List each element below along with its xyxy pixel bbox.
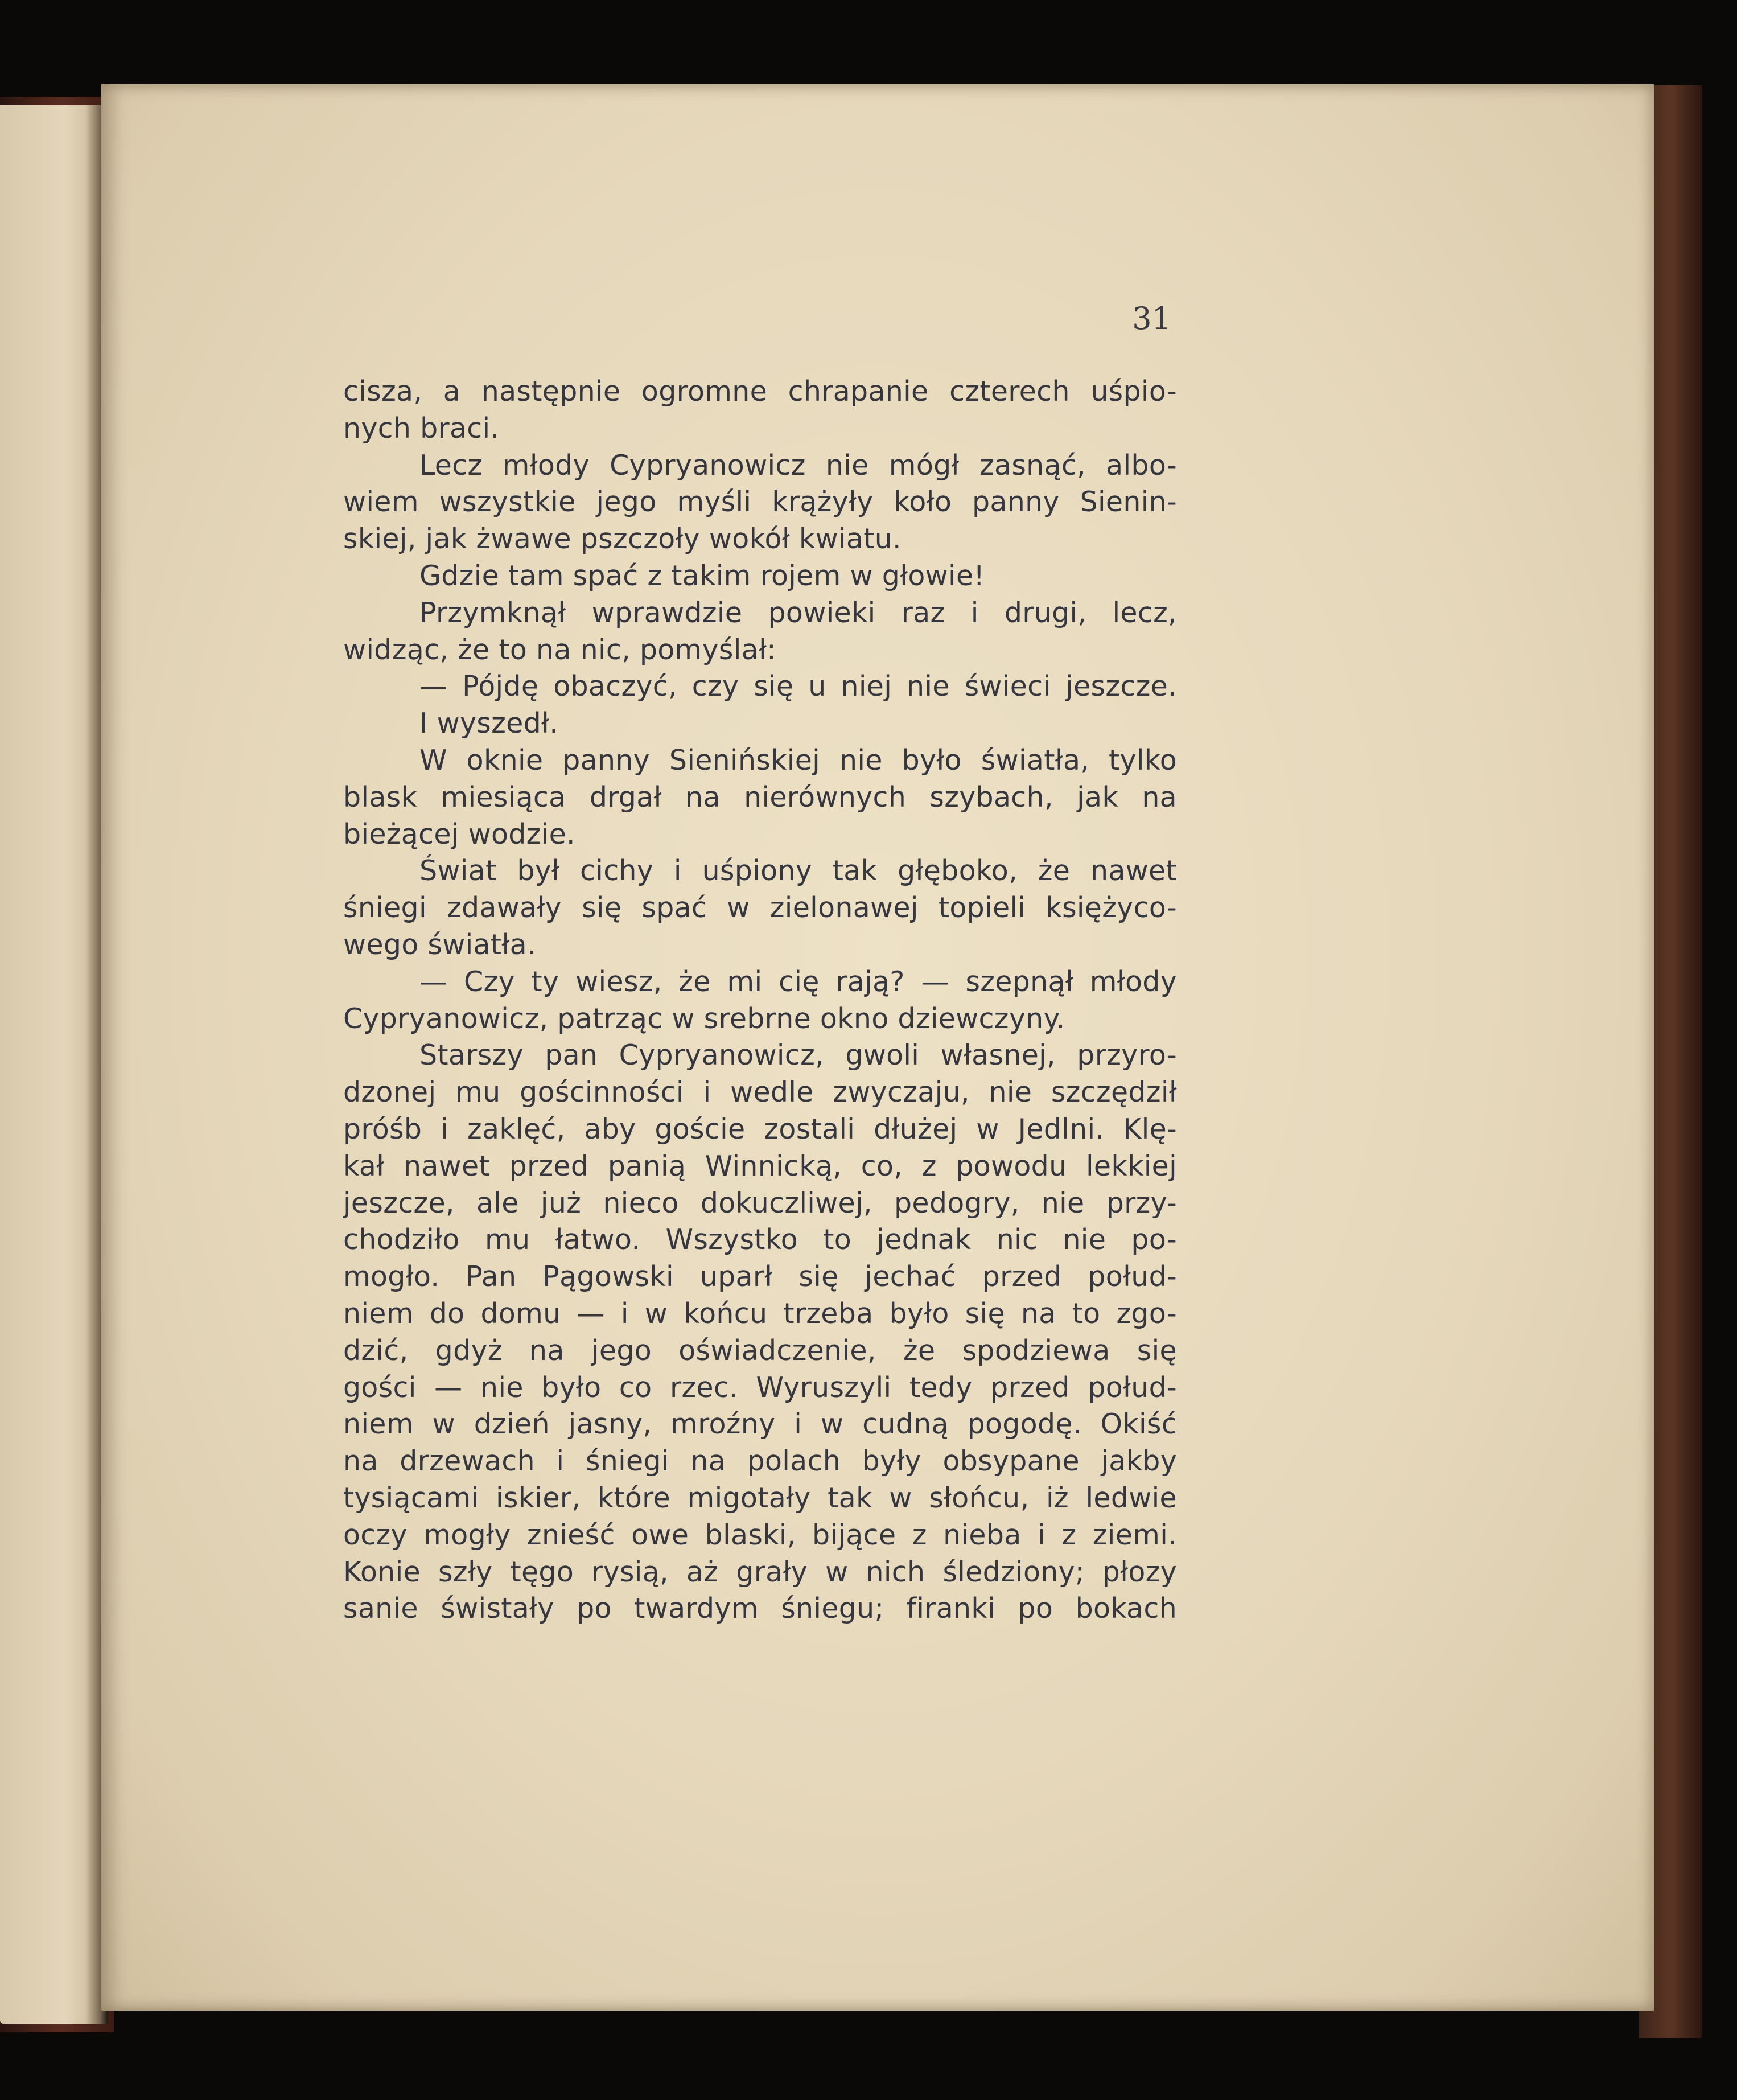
- text-line: niem w dzień jasny, mroźny i w cudną pogodę. Okiść: [343, 1408, 1177, 1441]
- text-line: — Pójdę obaczyć, czy się u niej nie świeci jeszcze.: [419, 670, 1177, 703]
- text-line: nych braci.: [343, 412, 500, 445]
- text-line: Cypryanowicz, patrząc w srebrne okno dziewczyny.: [343, 1002, 1065, 1035]
- text-line: skiej, jak żwawe pszczoły wokół kwiatu.: [343, 523, 902, 556]
- text-line: dzić, gdyż na jego oświadczenie, że spodziewa się: [343, 1334, 1177, 1367]
- text-line: na drzewach i śniegi na polach były obsypane jakby: [343, 1445, 1177, 1478]
- text-line: cisza, a następnie ogromne chrapanie czterech uśpio-: [343, 375, 1177, 408]
- text-line: Starszy pan Cypryanowicz, gwoli własnej, przyro-: [419, 1039, 1177, 1072]
- text-line: tysiącami iskier, które migotały tak w słońcu, iż ledwie: [343, 1481, 1177, 1514]
- text-line: mogło. Pan Pągowski uparł się jechać przed połud-: [343, 1260, 1177, 1293]
- text-line: W oknie panny Sienińskiej nie było światła, tylko: [419, 743, 1177, 776]
- text-line: dzonej mu gościnności i wedle zwyczaju, nie szczędził: [343, 1076, 1177, 1109]
- text-line: bieżącej wodzie.: [343, 817, 575, 850]
- text-line: oczy mogły znieść owe blaski, bijące z nieba i z ziemi.: [343, 1518, 1177, 1551]
- text-line: Świat był cichy i uśpiony tak głęboko, że nawet: [419, 854, 1177, 887]
- text-line: Lecz młody Cypryanowicz nie mógł zasnąć, albo-: [419, 449, 1177, 482]
- text-line: jeszcze, ale już nieco dokuczliwej, pedogry, nie przy-: [343, 1186, 1177, 1219]
- text-line: próśb i zaklęć, aby goście zostali dłużej w Jedlni. Klę-: [343, 1112, 1177, 1145]
- text-line: wego światła.: [343, 928, 536, 961]
- text-line: — Czy ty wiesz, że mi cię rają? — szepnął młody: [419, 965, 1177, 998]
- page-number: 31: [1132, 301, 1171, 336]
- body-text: [343, 373, 1177, 1628]
- text-line: Gdzie tam spać z takim rojem w głowie!: [419, 559, 985, 592]
- text-line: śniegi zdawały się spać w zielonawej topieli księżyco-: [343, 891, 1177, 924]
- text-line: Przymknął wprawdzie powieki raz i drugi, lecz,: [419, 596, 1177, 629]
- text-line: kał nawet przed panią Winnicką, co, z powodu lekkiej: [343, 1149, 1177, 1182]
- text-line: wiem wszystkie jego myśli krążyły koło panny Sienin-: [343, 486, 1177, 519]
- text-line: Konie szły tęgo rysią, aż grały w nich śledziony; płozy: [343, 1555, 1177, 1588]
- text-line: gości — nie było co rzec. Wyruszyli tedy przed połud-: [343, 1371, 1177, 1404]
- text-line: chodziło mu łatwo. Wszystko to jednak nic nie po-: [343, 1223, 1177, 1256]
- text-line: sanie świstały po twardym śniegu; firanki po bokach: [343, 1592, 1177, 1625]
- text-line: niem do domu — i w końcu trzeba było się na to zgo-: [343, 1297, 1177, 1330]
- text-line: widząc, że to na nic, pomyślał:: [343, 633, 776, 666]
- text-line: blask miesiąca drgał na nierównych szybach, jak na: [343, 780, 1177, 813]
- text-line: I wyszedł.: [419, 707, 559, 740]
